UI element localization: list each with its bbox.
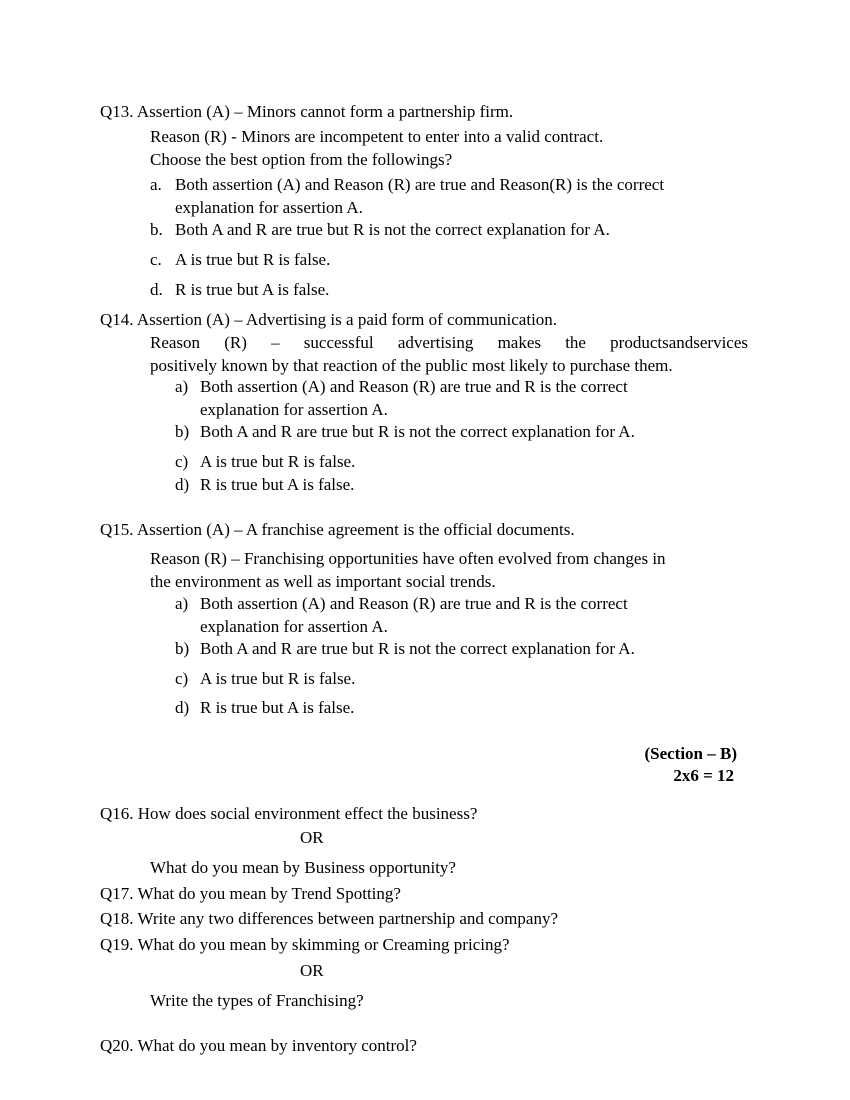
q13-option-d-marker: d. [150,280,163,299]
q13-option-c-marker: c. [150,250,162,269]
q15-option-a-cont: explanation for assertion A. [200,617,388,636]
q14-title: Q14. Assertion (A) – Advertising is a paid form of communication. [100,310,558,329]
q16-or: OR [300,828,324,847]
q19-or: OR [300,961,324,980]
q15-option-a-marker: a) [175,594,189,613]
section-b-marks: 2x6 = 12 [673,766,734,785]
q16-title: Q16. How does social environment effect the business? [100,804,478,823]
q15-option-d-marker: d) [175,698,190,717]
q15-option-c: A is true but R is false. [200,669,356,688]
q14-option-c: A is true but R is false. [200,452,356,471]
q15-option-b: Both A and R are true but R is not the correct explanation for A. [200,639,635,658]
q13-title: Q13. Assertion (A) – Minors cannot form a partnership firm. [100,102,514,121]
q16-alt: What do you mean by Business opportunity? [150,858,456,877]
q14-option-d: R is true but A is false. [200,475,355,494]
q13-prompt: Choose the best option from the followings? [150,150,453,169]
q14-option-b-marker: b) [175,422,190,441]
q14-option-a: Both assertion (A) and Reason (R) are true and R is the correct [200,377,628,396]
q15-option-c-marker: c) [175,669,189,688]
q13-option-d: R is true but A is false. [175,280,330,299]
q13-option-a-marker: a. [150,175,162,194]
q14-option-a-cont: explanation for assertion A. [200,400,388,419]
q14-reason-line1: Reason (R) – successful advertising makes the productsandservices [150,333,748,352]
q14-option-c-marker: c) [175,452,189,471]
q13-option-c: A is true but R is false. [175,250,331,269]
q19-alt: Write the types of Franchising? [150,991,364,1010]
q15-option-a: Both assertion (A) and Reason (R) are true and R is the correct [200,594,628,613]
q20-title: Q20. What do you mean by inventory control? [100,1036,417,1055]
q15-title: Q15. Assertion (A) – A franchise agreement is the official documents. [100,520,575,539]
q14-option-a-marker: a) [175,377,189,396]
q15-option-b-marker: b) [175,639,190,658]
q17-title: Q17. What do you mean by Trend Spotting? [100,884,401,903]
q13-option-a: Both assertion (A) and Reason (R) are true and Reason(R) is the correct [175,175,665,194]
q13-option-b: Both A and R are true but R is not the correct explanation for A. [175,220,610,239]
q15-reason-line1: Reason (R) – Franchising opportunities have often evolved from changes in [150,549,666,568]
q13-option-b-marker: b. [150,220,163,239]
q13-reason: Reason (R) - Minors are incompetent to enter into a valid contract. [150,127,604,146]
q14-option-d-marker: d) [175,475,190,494]
q19-title: Q19. What do you mean by skimming or Creaming pricing? [100,935,510,954]
q18-title: Q18. Write any two differences between partnership and company? [100,909,558,928]
q15-option-d: R is true but A is false. [200,698,355,717]
q14-option-b: Both A and R are true but R is not the correct explanation for A. [200,422,635,441]
q13-option-a-cont: explanation for assertion A. [175,198,363,217]
q14-reason-line2: positively known by that reaction of the public most likely to purchase them. [150,356,673,375]
q15-reason-line2: the environment as well as important social trends. [150,572,496,591]
section-b-title: (Section – B) [644,744,737,763]
